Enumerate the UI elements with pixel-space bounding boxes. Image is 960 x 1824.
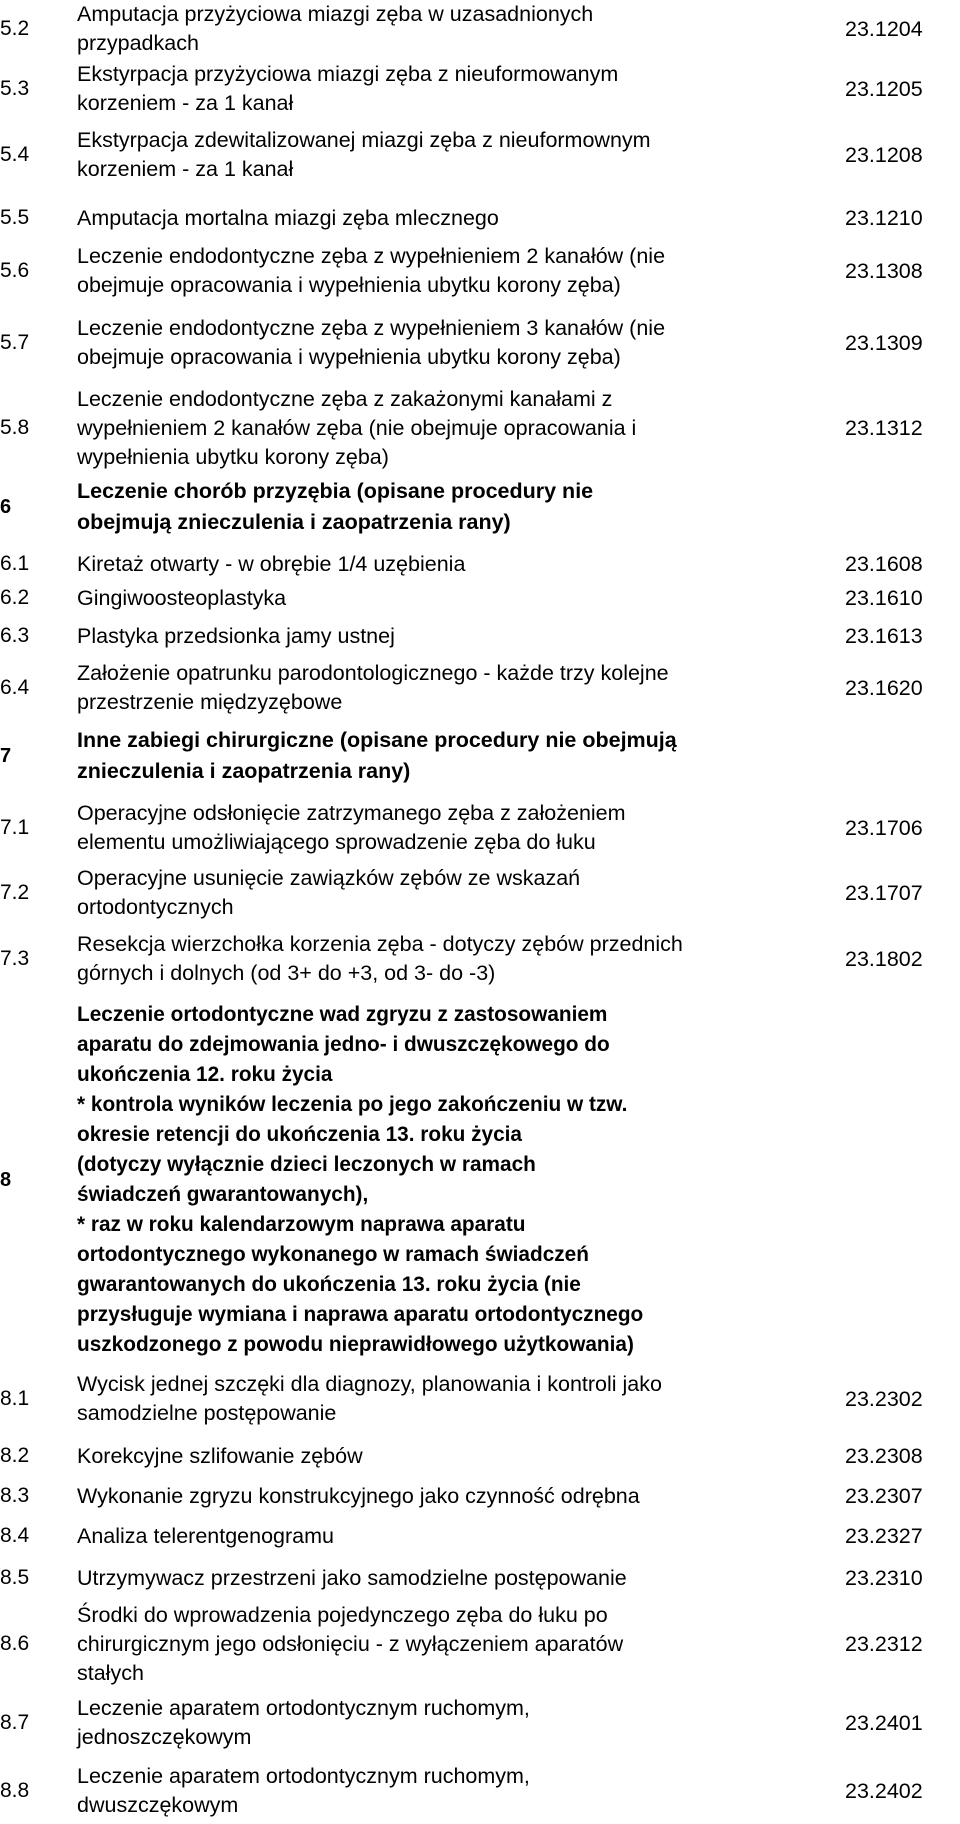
procedure-code: 23.1309: [845, 330, 923, 355]
table-row: [0, 1480, 960, 1512]
description-line: Kiretaż otwarty - w obrębie 1/4 uzębienia: [77, 551, 466, 576]
description-line: Analiza telerentgenogramu: [77, 1523, 334, 1548]
description-line: * kontrola wyników leczenia po jego zakończeniu w tzw.: [77, 1093, 628, 1116]
table-row: [0, 126, 960, 182]
procedure-number: 6.2: [0, 586, 30, 609]
table-row: [0, 1368, 960, 1430]
table-row: [0, 930, 960, 988]
description-line: Operacyjne usunięcie zawiązków zębów ze wskazań: [77, 866, 581, 890]
procedure-code: 23.1210: [845, 205, 923, 230]
table-row: [0, 725, 960, 787]
procedure-description: [73, 799, 845, 857]
procedure-code: 23.2302: [845, 1386, 923, 1411]
procedure-description: [73, 930, 845, 988]
description-line: Gingiwoosteoplastyka: [77, 585, 287, 610]
procedure-description: [73, 725, 845, 787]
description-line: Operacyjne odsłonięcie zatrzymanego zęba z założeniem: [77, 801, 626, 825]
table-row: [0, 862, 960, 924]
procedure-code: 23.1312: [845, 415, 923, 440]
description-line: górnych i dolnych (od 3+ do +3, od 3- do -3): [77, 961, 496, 985]
procedure-number: 8.6: [0, 1632, 30, 1655]
procedure-code: 23.1608: [845, 551, 923, 576]
description-line: samodzielne postępowanie: [77, 1401, 337, 1425]
procedure-code: 23.1208: [845, 142, 923, 167]
procedure-number: 7.2: [0, 881, 30, 904]
procedure-description: [73, 864, 845, 922]
description-line: chirurgicznym jego odsłonięciu - z wyłączeniem aparatów: [77, 1631, 624, 1656]
procedure-number: 8.7: [0, 1711, 30, 1734]
procedure-code: 23.1707: [845, 880, 923, 905]
description-line: gwarantowanych do ukończenia 13. roku życia (nie: [77, 1273, 581, 1296]
procedure-code: 23.1205: [845, 76, 923, 101]
description-line: (dotyczy wyłącznie dzieci leczonych w ramach: [77, 1153, 536, 1176]
procedure-description: [73, 1370, 845, 1428]
table-row: [0, 995, 960, 1365]
description-line: Ekstyrpacja przyżyciowa miazgi zęba z nieuformowanym: [77, 62, 619, 86]
description-line: Leczenie aparatem ortodontycznym ruchomym,: [77, 1764, 530, 1788]
procedure-number: 7.3: [0, 947, 30, 970]
description-line: Leczenie ortodontyczne wad zgryzu z zastosowaniem: [77, 1003, 608, 1026]
procedure-description: [73, 204, 845, 233]
procedure-description: [73, 1442, 845, 1471]
procedure-code: 23.2307: [845, 1483, 923, 1508]
description-line: Wykonanie zgryzu konstrukcyjnego jako czynność odrębna: [77, 1483, 640, 1508]
description-line: uszkodzonego z powodu nieprawidłowego użytkowania): [77, 1333, 634, 1356]
description-line: wypełnienia ubytku korony zęba): [77, 444, 389, 469]
description-line: Amputacja przyżyciowa miazgi zęba w uzasadnionych: [77, 2, 594, 26]
description-line: Korekcyjne szlifowanie zębów: [77, 1443, 363, 1468]
table-row: [0, 202, 960, 234]
procedure-code: 23.2327: [845, 1523, 923, 1548]
description-line: Wycisk jednej szczęki dla diagnozy, planowania i kontroli jako: [77, 1372, 662, 1396]
description-line: obejmuje opracowania i wypełnienia ubytku korony zęba): [77, 273, 621, 297]
description-line: Leczenie endodontyczne zęba z wypełnieniem 2 kanałów (nie: [77, 244, 666, 268]
procedure-description: [73, 1482, 845, 1511]
table-row: [0, 312, 960, 374]
table-row: [0, 548, 960, 580]
procedure-description: [73, 1522, 845, 1551]
procedure-number: 8.4: [0, 1524, 30, 1547]
table-row: [0, 1692, 960, 1754]
table-row: [0, 1600, 960, 1688]
table-row: [0, 1440, 960, 1472]
description-line: korzeniem - za 1 kanał: [77, 157, 294, 181]
description-line: Leczenie endodontyczne zęba z zakażonymi kanałami z: [77, 386, 613, 411]
procedure-number: 8.5: [0, 1566, 30, 1589]
procedure-number: 6.1: [0, 552, 30, 575]
description-line: jednoszczękowym: [77, 1725, 252, 1749]
description-line: przysługuje wymiana i naprawa aparatu ortodontycznego: [77, 1303, 644, 1326]
procedure-description: [73, 1601, 845, 1688]
table-row: [0, 582, 960, 614]
description-line: przestrzenie międzyzębowe: [77, 690, 343, 714]
description-line: Środki do wprowadzenia pojedynczego zęba do łuku po: [77, 1602, 608, 1627]
table-row: [0, 0, 960, 56]
description-line: Utrzymywacz przestrzeni jako samodzielne postępowanie: [77, 1565, 627, 1590]
procedure-number: 8.8: [0, 1779, 30, 1802]
procedure-number: 5.5: [0, 206, 30, 229]
description-line: Leczenie endodontyczne zęba z wypełnieniem 3 kanałów (nie: [77, 316, 666, 340]
procedure-description: [73, 385, 845, 472]
description-line: aparatu do zdejmowania jedno- i dwuszczękowego do: [77, 1033, 610, 1056]
procedure-description: [73, 314, 845, 372]
description-line: obejmują znieczulenia i zaopatrzenia rany): [77, 510, 511, 534]
procedure-description: [73, 1000, 845, 1360]
description-line: świadczeń gwarantowanych),: [77, 1183, 369, 1206]
procedure-code: 23.1308: [845, 258, 923, 283]
table-row: [0, 240, 960, 302]
procedure-number: 5.2: [0, 17, 30, 40]
table-row: [0, 1762, 960, 1820]
description-line: ortodontycznego wykonanego w ramach świadczeń: [77, 1243, 589, 1266]
procedure-number: 5.3: [0, 77, 30, 100]
procedure-code: 23.1620: [845, 675, 923, 700]
description-line: Założenie opatrunku parodontologicznego - każde trzy kolejne: [77, 661, 669, 685]
description-line: Plastyka przedsionka jamy ustnej: [77, 623, 395, 648]
description-line: stałych: [77, 1660, 144, 1685]
procedure-number: 6: [0, 495, 12, 518]
procedure-number: 6.3: [0, 624, 30, 647]
procedure-code: 23.2308: [845, 1443, 923, 1468]
description-line: Ekstyrpacja zdewitalizowanej miazgi zęba z nieuformownym: [77, 128, 651, 152]
procedure-number: 8.1: [0, 1387, 30, 1410]
table-row: [0, 60, 960, 118]
table-row: [0, 797, 960, 859]
procedure-number: 5.4: [0, 143, 30, 166]
description-line: okresie retencji do ukończenia 13. roku życia: [77, 1123, 523, 1146]
table-row: [0, 658, 960, 718]
procedure-description: [73, 1762, 845, 1820]
table-row: [0, 1520, 960, 1552]
description-line: korzeniem - za 1 kanał: [77, 91, 294, 115]
procedure-code: 23.2312: [845, 1631, 923, 1656]
procedure-description: [73, 476, 845, 538]
description-line: ukończenia 12. roku życia: [77, 1063, 333, 1086]
table-row: [0, 384, 960, 472]
description-line: obejmuje opracowania i wypełnienia ubytku korony zęba): [77, 345, 621, 369]
procedure-code: 23.2402: [845, 1778, 923, 1803]
description-line: przypadkach: [77, 31, 199, 55]
procedure-description: [73, 1694, 845, 1752]
procedure-description: [73, 550, 845, 579]
procedure-number: 5.8: [0, 416, 30, 439]
description-line: Leczenie aparatem ortodontycznym ruchomym,: [77, 1696, 530, 1720]
procedure-description: [73, 60, 845, 118]
procedure-code: 23.1706: [845, 815, 923, 840]
description-line: Resekcja wierzchołka korzenia zęba - dotyczy zębów przednich: [77, 932, 683, 956]
description-line: Amputacja mortalna miazgi zęba mlecznego: [77, 205, 499, 230]
procedure-number: 5.6: [0, 259, 30, 282]
description-line: * raz w roku kalendarzowym naprawa aparatu: [77, 1213, 526, 1236]
procedure-description: [73, 126, 845, 184]
description-line: elementu umożliwiającego sprowadzenie zęba do łuku: [77, 830, 596, 854]
procedure-description: [73, 242, 845, 300]
procedure-code: 23.1204: [845, 16, 923, 41]
procedure-code: 23.1610: [845, 585, 923, 610]
table-row: [0, 476, 960, 538]
procedure-description: [73, 622, 845, 651]
procedure-code: 23.1613: [845, 623, 923, 648]
procedure-code: 23.1802: [845, 946, 923, 971]
procedure-number: 8.3: [0, 1484, 30, 1507]
procedure-description: [73, 584, 845, 613]
procedure-number: 7: [0, 744, 12, 767]
description-line: wypełnieniem 2 kanałów zęba (nie obejmuje opracowania i: [77, 415, 637, 440]
table-row: [0, 620, 960, 652]
table-row: [0, 1562, 960, 1594]
description-line: Leczenie chorób przyzębia (opisane procedury nie: [77, 479, 594, 503]
description-line: Inne zabiegi chirurgiczne (opisane procedury nie obejmują: [77, 728, 677, 752]
description-line: znieczulenia i zaopatrzenia rany): [77, 759, 411, 783]
procedure-description: [73, 1564, 845, 1593]
procedure-description: [73, 659, 845, 717]
procedure-description: [73, 0, 845, 58]
procedure-code: 23.2401: [845, 1710, 923, 1735]
procedure-number: 6.4: [0, 676, 30, 699]
description-line: ortodontycznych: [77, 895, 234, 919]
procedure-code: 23.2310: [845, 1565, 923, 1590]
procedure-number: 8.2: [0, 1444, 30, 1467]
procedure-number: 8: [0, 1168, 12, 1191]
description-line: dwuszczękowym: [77, 1793, 239, 1817]
procedure-number: 7.1: [0, 816, 30, 839]
procedure-number: 5.7: [0, 331, 30, 354]
